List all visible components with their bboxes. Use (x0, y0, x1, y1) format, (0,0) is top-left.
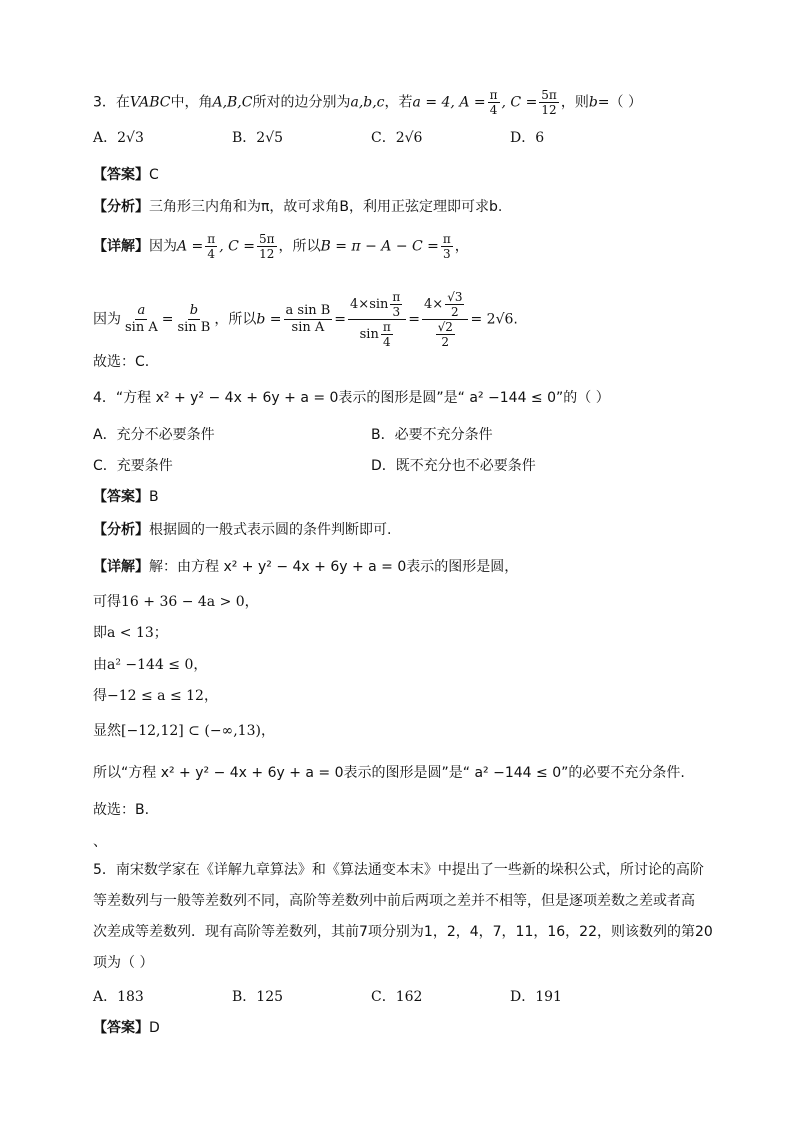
q3-stem-mid3: ，若 (384, 94, 413, 111)
detail-b: B = π − A − C = (320, 238, 439, 255)
frac-num: π (207, 232, 216, 246)
frac-num: π (382, 320, 391, 334)
frac-den: sin A (291, 320, 325, 335)
stray-mark: 、 (93, 834, 107, 850)
q3-frac-pi-4 (488, 88, 500, 117)
detail-tag: 【详解】 (93, 559, 149, 575)
equals: = (334, 311, 347, 328)
frac-den: 4 (382, 335, 391, 349)
frac-a-sinA (123, 303, 160, 336)
frac-den-text: sin (359, 327, 379, 342)
frac-num: π (392, 290, 401, 304)
detail2-pre: 因为 (93, 311, 121, 328)
detail-tag: 【详解】 (93, 238, 149, 255)
q5-option-d: D．191 (510, 989, 562, 1005)
analysis-tag: 【分析】 (93, 522, 149, 538)
q4-conclusion: 故选：B. (93, 802, 150, 818)
q3-frac-num: π (489, 88, 498, 102)
detail-post: ，所以 (278, 238, 321, 255)
q5-line-1: 5．南宋数学家在《详解九章算法》和《算法通变本末》中提出了一些新的垛积公式，所讨论的高阶 (93, 862, 704, 878)
frac-pi-4 (205, 232, 217, 261)
frac-den: sin A (125, 320, 158, 335)
q4-detail-1 (93, 557, 518, 577)
q4-option-c: C．充要条件 (93, 458, 173, 474)
q3-detail-2 (93, 290, 518, 349)
q3-stem-mid1: 中，角 (170, 94, 213, 111)
q4-option-d: D．既不充分也不必要条件 (371, 458, 536, 474)
answer-tag: 【答案】 (93, 1020, 149, 1036)
frac-den: sin B (177, 320, 211, 335)
frac-asinB-sinA (284, 303, 333, 336)
frac-b-sinB (175, 303, 212, 336)
answer-tag: 【答案】 (93, 489, 149, 505)
q3-conclusion: 故选：C. (93, 354, 150, 370)
q4-detail-7: 所以“方程 x² + y² − 4x + 6y + a = 0表示的图形是圆”是“ a² −144 ≤ 0”的必要不充分条件. (93, 765, 685, 781)
q4-detail-5: 得−12 ≤ a ≤ 12， (93, 688, 218, 704)
frac-num-text: 4× (424, 297, 444, 312)
frac-num: √3 (447, 290, 463, 304)
q4-option-a: A．充分不必要条件 (93, 427, 215, 443)
q4-stem: 4．“方程 x² + y² − 4x + 6y + a = 0表示的图形是圆”是“ a² −144 ≤ 0”的（ ） (93, 390, 610, 406)
q5-line-3: 次差成等差数列．现有高阶等差数列，其前7项分别为1，2，4，7，11，16，22，则该数列的第20 (93, 924, 713, 940)
q3-cond-a: a = 4, A = (412, 94, 486, 111)
detail-line: 解：由方程 x² + y² − 4x + 6y + a = 0表示的图形是圆， (149, 559, 519, 575)
q3-stem (93, 88, 642, 117)
q4-detail-3: 即a < 13； (93, 625, 168, 641)
detail-a: A = (177, 238, 204, 255)
frac-num: √2 (437, 320, 453, 334)
q3-answer (93, 165, 159, 185)
q3-analysis (93, 197, 502, 217)
q3-frac-num: 5π (541, 88, 557, 102)
q3-option-d: D．6 (510, 130, 545, 146)
frac-num: b (189, 303, 199, 318)
answer-value: D (149, 1020, 160, 1036)
q3-option-c: C．2√6 (371, 130, 423, 146)
period: . (513, 311, 518, 328)
answer-value: B (149, 489, 159, 505)
q5-option-c: C．162 (371, 989, 423, 1005)
frac-sqrt3-2 (445, 290, 464, 319)
frac-num: 5π (258, 232, 275, 246)
frac-den: 4 (207, 247, 216, 261)
q4-detail-2: 可得16 + 36 − 4a > 0， (93, 594, 259, 610)
q4-answer (93, 487, 159, 507)
frac-den: 12 (259, 247, 275, 261)
q3-stem-end: =（ ） (597, 94, 642, 111)
frac-4sqrt3-sqrt2 (422, 290, 468, 349)
analysis-text: 根据圆的一般式表示圆的条件判断即可. (149, 522, 392, 538)
analysis-text: 三角形三内角和为π，故可求角B，利用正弦定理即可求b. (149, 199, 503, 215)
frac-4sin-sin (348, 290, 406, 349)
q3-b-var: b (588, 94, 598, 111)
equals: = (161, 311, 174, 328)
detail-pre: 因为 (149, 238, 177, 255)
frac-sqrt2-2 (436, 320, 455, 349)
frac-5pi-12 (257, 232, 277, 261)
frac-pi-3-inner (390, 290, 402, 319)
q5-answer (93, 1018, 160, 1038)
q3-stem-mid2: 所对的边分别为 (252, 94, 351, 111)
detail-mid: , C = (219, 238, 255, 255)
q4-analysis (93, 520, 391, 540)
q4-detail-6: 显然[−12,12] ⊂ (−∞,13)， (93, 723, 275, 739)
frac-pi-4-inner (381, 320, 393, 349)
q3-triangle: VABC (129, 94, 171, 111)
q3-comma-c: , C = (501, 94, 538, 111)
analysis-tag: 【分析】 (93, 199, 149, 215)
answer-tag: 【答案】 (93, 167, 149, 183)
result: = 2√6 (470, 311, 514, 328)
q3-stem-post: ，则 (560, 94, 589, 111)
frac-den: 2 (441, 335, 450, 349)
q5-line-4: 项为（ ） (93, 955, 154, 971)
q3-option-b: B．2√5 (232, 130, 284, 146)
frac-num-text: 4×sin (350, 297, 389, 312)
frac-den: 3 (443, 247, 451, 261)
answer-value: C (149, 167, 159, 183)
frac-num: π (442, 232, 451, 246)
q3-frac-den: 4 (489, 103, 498, 117)
frac-num: a sin B (285, 303, 331, 318)
frac-den: 2 (451, 305, 459, 319)
q5-option-b: B．125 (232, 989, 284, 1005)
q3-frac-5pi-12 (539, 88, 559, 117)
frac-num: a (137, 303, 146, 318)
q3-angles: A,B,C (212, 94, 253, 111)
q3-option-a: A．2√3 (93, 130, 144, 146)
q4-detail-4: 由a² −144 ≤ 0， (93, 657, 208, 673)
frac-den: 3 (392, 305, 401, 319)
q3-stem-pre: 3．在 (93, 94, 130, 111)
frac-pi-3 (441, 232, 453, 261)
equals: = (408, 311, 421, 328)
q3-sides: a,b,c (350, 94, 385, 111)
q4-option-b: B．必要不充分条件 (371, 427, 493, 443)
q3-frac-den: 12 (541, 103, 557, 117)
q5-option-a: A．183 (93, 989, 144, 1005)
detail2-mid: ，所以 (214, 311, 257, 328)
b-eq: b = (256, 311, 282, 328)
q5-line-2: 等差数列与一般等差数列不同，高阶等差数列中前后两项之差并不相等，但是逐项差数之差或者高 (93, 893, 695, 909)
q3-detail-1: 【详解】因为A = $\frac{\pi}{4}$ , C = $\frac{5\pi}{12}$ ，所以B = π − A − C = $\frac{\pi}{3}$ ， (93, 232, 469, 261)
